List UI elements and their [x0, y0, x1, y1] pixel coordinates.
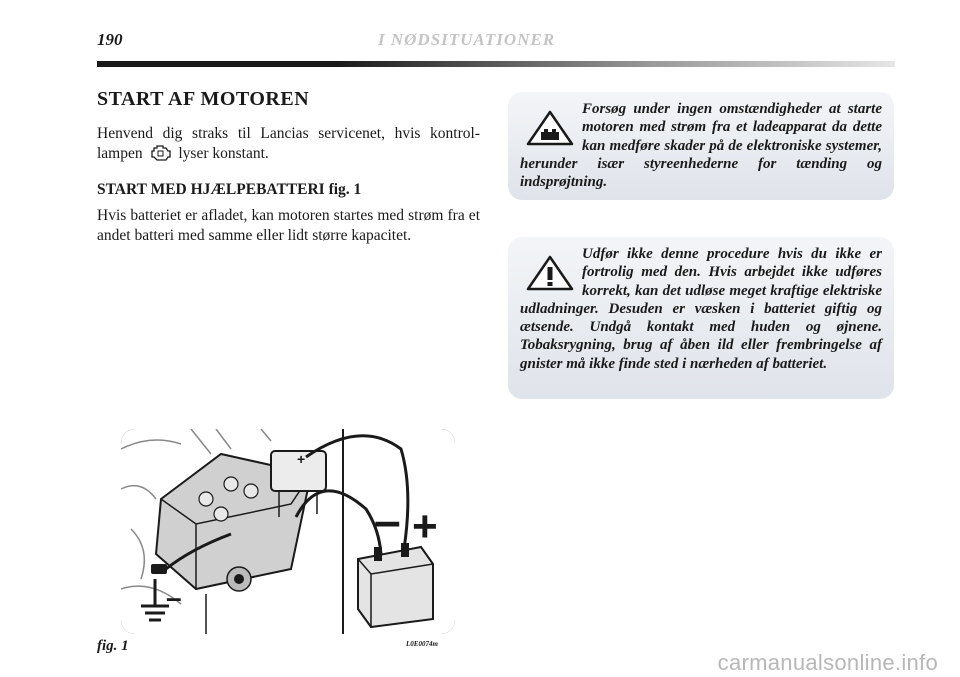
warning-text-charger: Forsøg under ingen omstændigheder at starte motoren med strøm fra et ladeapparat da dette kan medføre skader på de elektroniske systemer, herunder især styreenhederne for tænding og indsprøjtning.: [520, 101, 882, 191]
chapter-title: I NØDSITUATIONER: [378, 30, 556, 49]
ground-minus-label: –: [166, 582, 182, 613]
warning-box-procedure: [508, 237, 894, 399]
battery-jump-start-drawing: [121, 429, 455, 634]
engine-warning-lamp-icon: [150, 144, 172, 168]
page-number: 190: [97, 30, 123, 49]
battery-charger-warning-icon: [526, 110, 574, 146]
section-heading: START AF MOTOREN: [97, 88, 310, 110]
paragraph-text-end: lyser konstant.: [178, 145, 269, 162]
exclamation-warning-icon: [526, 255, 574, 291]
figure-jump-start-illustration: [121, 429, 455, 634]
paragraph-text-start: Henvend dig straks til Lancias servicenet, hvis kontrol-lampen: [97, 125, 480, 162]
warning-box-charger: [508, 92, 894, 200]
figure-caption: fig. 1: [97, 638, 129, 654]
watermark: carmanualsonline.info: [717, 650, 938, 675]
header-rule: [97, 61, 895, 67]
paragraph-warning-lamp: [97, 124, 480, 168]
warning-text-procedure: Udfør ikke denne procedure hvis du ikke er fortrolig med den. Hvis arbejdet ikke udføres korrekt, kan det udløse meget kraftige elektriske udladninger. Desuden er væsken i batteriet giftig og ætsende. Undgå kontakt med huden og øjnene. Tobaksrygning, brug af åben ild eller frembringelse af gnister må ikke finde sted i nærheden af batteriet.: [520, 246, 882, 372]
minus-terminal-label: –: [374, 495, 401, 548]
plus-terminal-label: +: [412, 502, 438, 551]
paragraph-jump-start: Hvis batteriet er afladet, kan motoren startes med strøm fra et andet batteri med samme eller lidt større kapacitet.: [97, 207, 480, 244]
battery-plus-label: +: [297, 451, 306, 467]
sub-heading-jump-start: START MED HJÆLPEBATTERI fig. 1: [97, 181, 362, 198]
figure-code: L0E0074m: [406, 640, 438, 648]
